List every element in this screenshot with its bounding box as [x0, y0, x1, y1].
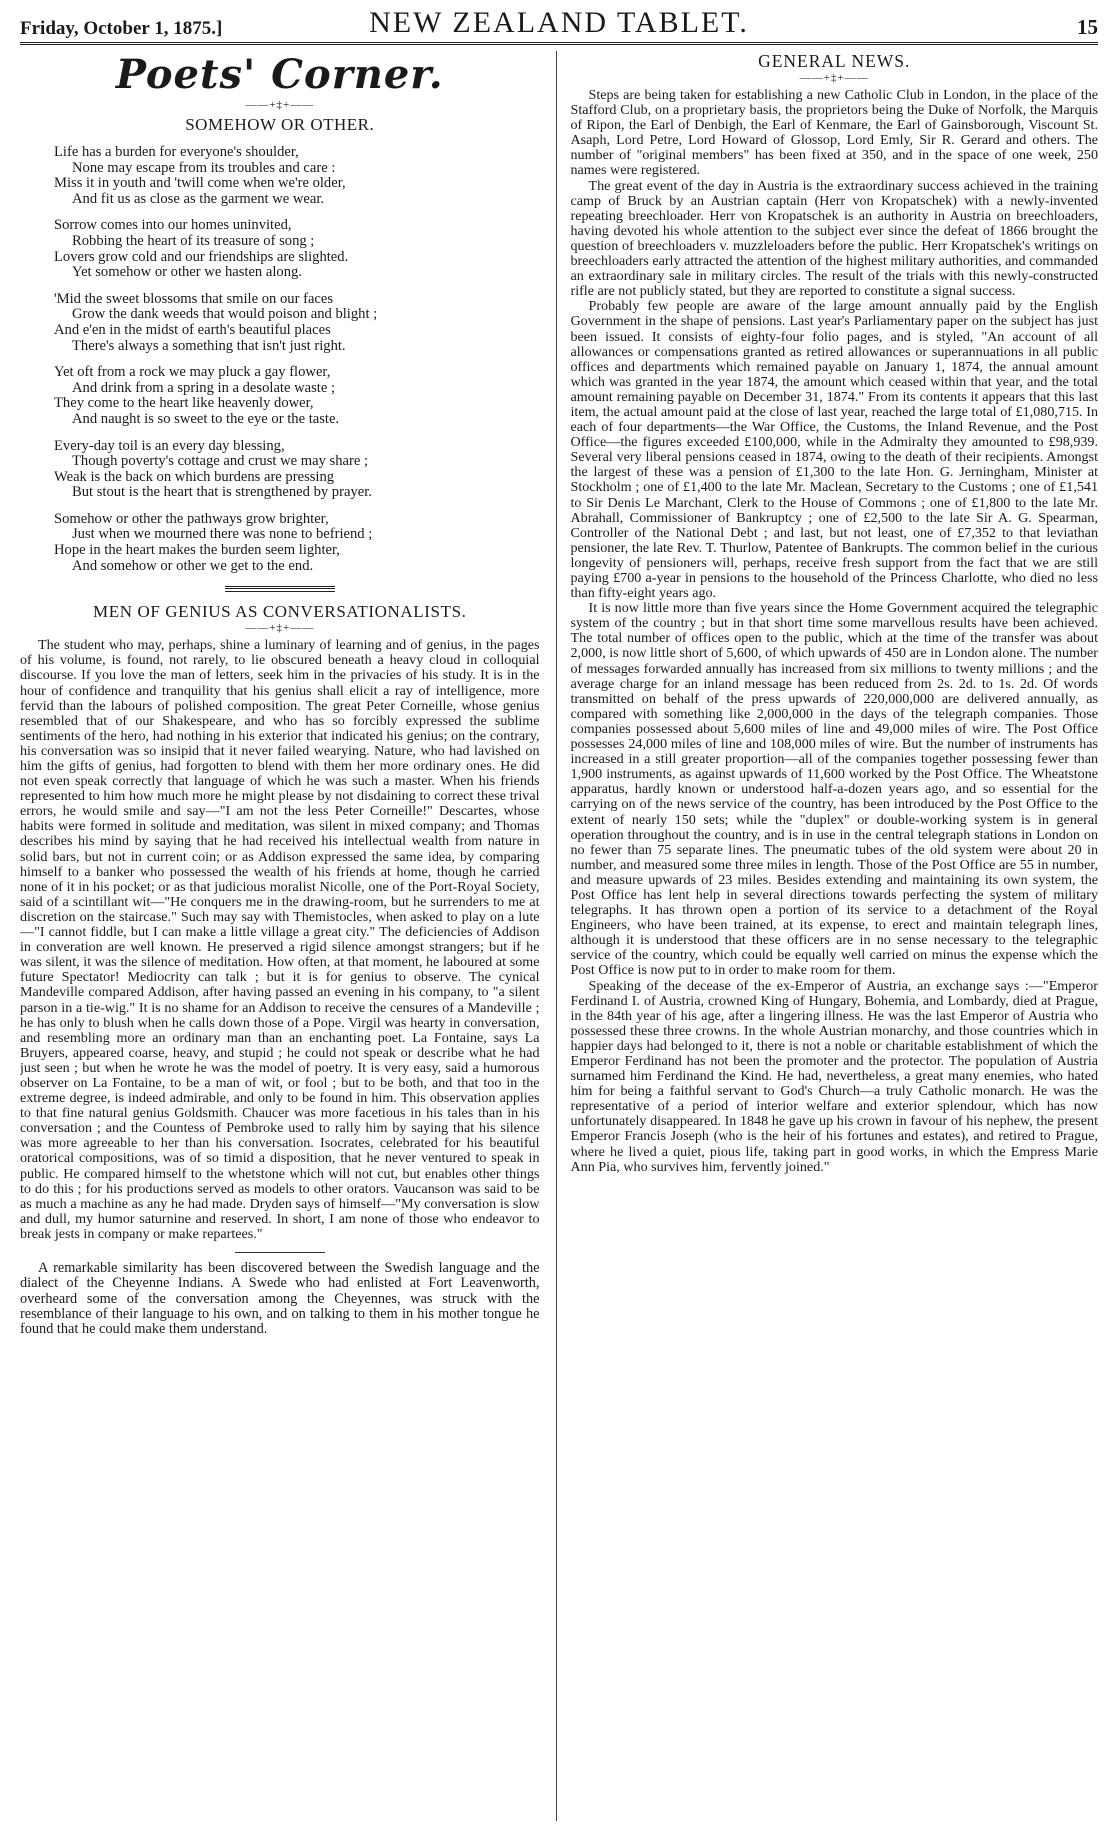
- news-paragraph: Speaking of the decease of the ex-Emperor of Austria, an exchange says :—"Emperor Ferdinand I. of Austria, crowned King of Hungary, Bohemia, and Lombardy, died at Prague, in the 84th year of his age, after a lingering illness. He was the last Emperor of Austria who possessed these three crowns. In the whole Austrian monarchy, and those countries which in happier days had belonged to it, there is not a noble or charitable establishment of which the Emperor Ferdinand has not been the promoter and the protector. The population of Austria surnamed him Ferdinand the Kind. He had, nevertheless, a great many enemies, who hated him for being a faithful servant to God's Church—a truly Catholic monarch. He was the representative of a period of interior welfare and exterior splendour, which has now unfortunately disappeared. In 1848 he gave up his crown in favour of his nephew, the present Emperor Francis Joseph (who is the heir of his fortunes and estates), and retired to Prague, where he lived a quiet, pious life, taking part in good works, in which the Empress Marie Ann Pia, who survives him, fervently joined.": [570, 977, 1098, 1175]
- poem-stanza: [54, 439, 540, 501]
- poem-line: They come to the heart like heavenly dower,: [54, 395, 314, 412]
- poem-line: Though poverty's cottage and crust we may share ;: [72, 453, 369, 470]
- issue-date: Friday, October 1, 1875.]: [20, 18, 223, 39]
- news-paragraph: It is now little more than five years since the Home Government acquired the telegraphic system of the country ; but in that short time some marvellous results have been achieved. The total number of offices open to the public, which at the time of the transfer was about 2,000, is now little short of 5,600, of which upwards of 450 are in London alone. The number of messages forwarded annually has increased from six millions to twenty millions ; and the average charge for an inland message has been reduced from 2s. 2d. to 1s. 2d. Of words transmitted on behalf of the press upwards of 220,000,000 are delivered annually, as compared with something like 2,000,000 in the days of the telegraph companies. Those companies possessed about 5,600 miles of line and 49,000 miles of wire. The Post Office possesses 24,000 miles of line and 108,000 miles of wire. But the number of instruments has increased in a still greater proportion—all of the companies together possessing fewer than 1,900 instruments, as against upwards of 11,600 worked by the Post Office. The Wheatstone apparatus, hardly known or understood half-a-dozen years ago, and so essential for the carrying on of the news service of the country, has been introduced by the Post Office to the extent of nearly 150 sets; while the "duplex" or double-working system is in general operation throughout the country, and is in use in the central telegraph stations in London on no fewer than 75 separate lines. The pneumatic tubes of the old system were about 20 in number, and measured some three miles in length. Those of the Post Office are 55 in number, and measure upwards of 23 miles. Besides extending and maintaining its own system, the Post Office has lent help in several directions towards perfecting the system of military telegraphs. It has thrown open a portion of its service to a detachment of the Royal Engineers, who have been trained, at its expense, to erect and maintain telegraph lines, although it is understood that these officers are in no sense necessary to the telegraphic service of the country, which could be equally well carried on minus the expense which the Post Office is now put to in order to make room for them.: [570, 600, 1098, 979]
- ornament-divider: ——+‡+——: [245, 622, 315, 635]
- poem-line: Hope in the heart makes the burden seem lighter,: [54, 542, 340, 559]
- newspaper-title: NEW ZEALAND TABLET.: [369, 6, 749, 39]
- poets-corner-heading: Poets' Corner.: [115, 51, 444, 98]
- poem-line: Yet somehow or other we hasten along.: [72, 264, 302, 281]
- poem-line: Lovers grow cold and our friendships are slighted.: [54, 248, 349, 265]
- poem-line: And somehow or other we get to the end.: [72, 557, 314, 574]
- poem-line: Every-day toil is an every day blessing,: [54, 437, 285, 454]
- poem-stanza: [54, 512, 540, 574]
- news-paragraph: Probably few people are aware of the large amount annually paid by the English Government in the shape of pensions. Last year's Parliamentary paper on the subject has just been issued. It consists of eighty-four folio pages, and is styled, "An account of all allowances or compensations granted as retired allowances or superannuations in all public offices and departments which remained payable on January 1, 1874, the annual amount which was granted in the year 1874, the amount which ceased within that year, and the total amount remaining payable on December 31, 1874." From its contents it appears that this last item, the actual amount paid at the close of last year, reached the large total of £1,080,715. In each of four departments—the War Office, the Customs, the Inland Revenue, and the Post Office—the figures exceeded £100,000, while in the Admiralty they amounted to £98,939. Several very liberal pensions ceased in 1874, owing to the death of their recipients. Amongst the largest of these was a pension of £1,300 to the late Hon. G. Jerningham, Minister at Stockholm ; one of £1,400 to the late Mr. Maclean, Secretary to the Customs ; one of £1,541 to Sir Denis Le Marchant, Clerk to the House of Commons ; one of £1,800 to the late Mr. Abrahall, Commissioner of Bankruptcy ; one of £2,500 to the late Sir A. G. Spearman, Controller of the National Debt ; and last, but not least, one of £7,352 to that leviathan pensioner, the late Rev. T. Thurlow, Patentee of Bankrupts. The common belief in the curious longevity of pensioners will, perhaps, receive fresh support from the fact that we are still paying £700 a-year in pensions to the household of the Princess Charlotte, who died no less than fifty-eight years ago.: [570, 298, 1098, 602]
- article-heading: MEN OF GENIUS AS CONVERSATIONALISTS.: [93, 602, 467, 622]
- article-body: The student who may, perhaps, shine a luminary of learning and of genius, in the pages of his volume, is found, not rarely, to lie obscured beneath a heavy cloud in colloquial discourse. If you love the man of letters, seek him in the privacies of his study. It is in the hour of confidence and tranquility that his genius shall elicit a ray of intelligence, more fervid than the labours of polished composition. The great Peter Corneille, whose genius resembled that of our Shakespeare, and who has so forcibly expressed the sublime sentiments of the hero, had nothing in his exterior that indicated his genius; on the contrary, his conversation was so insipid that it never failed wearying. Nature, who had lavished on him the gifts of genius, had forgotten to blend with them her more ordinary ones. He did not even speak correctly that language of which he was such a master. When his friends represented to him how much more he might please by not disdaining to correct these trival errors, he would smile and say—"I am not the less Peter Corneille!" Descartes, whose habits were formed in solitude and meditation, was silent in mixed company; and Thomas describes his mind by saying that he had received his intellectual wealth from nature in solid bars, but not in current coin; or as Addison expressed the same idea, by comparing himself to a banker who possessed the wealth of his friends at home, though he carried none of it in his pocket; or as that judicious moralist Nicolle, one of the Port-Royal Society, said of a scintillant wit—"He conquers me in the drawing-room, but he surrenders to me at discretion on the staircase." Such may say with Themistocles, when asked to play on a lute—"I cannot fiddle, but I can make a little village a great city." The deficiencies of Addison in converation are well known. He preserved a rigid silence amongst strangers; but if he was silent, it was the silence of meditation. How often, at that moment, he laboured at some future Spectator! Mediocrity can talk ; but it is for genius to observe. The cynical Mandeville compared Addison, after having passed an evening in his company, to "a silent parson in a tie-wig." It is no shame for an Addison to receive the censures of a Mandeville ; he has only to blush when he calls down those of a Pope. Virgil was hearty in conversation, and resembling more an ordinary man than an enchanting poet. La Fontaine, says La Bruyers, appeared coarse, heavy, and stupid ; he could not speak or describe what he had just seen ; but when he wrote he was the model of poetry. It is very easy, said a humorous observer on La Fontaine, to be a man of wit, or fool ; but to be both, and that too in the extreme degree, is indeed admirable, and only to be found in him. This observation applies to that fine natural genius Goldsmith. Chaucer was more facetious in his tales than in his conversation ; and the Countess of Pembroke used to rally him by saying that his silence was more agreeable to her than his conversation. Isocrates, celebrated for his beautiful oratorical compositions, was of so timid a disposition, that he never ventured to speak in public. He compared himself to the whetstone which will not cut, but enables other things to do this ; for his productions served as models to other orators. Vaucanson was said to be as much a machine as any he had made. Dryden says of himself—"My conversation is slow and dull, my humor saturnine and reserved. In short, I am none of those who endeavor to break jests in company or make repartees.": [20, 637, 540, 1242]
- poem-line: And fit us as close as the garment we wear.: [72, 190, 325, 207]
- columns: [20, 51, 1098, 1821]
- poem-line: And naught is so sweet to the eye or the taste.: [72, 410, 340, 427]
- poem-line: There's always a something that isn't just right.: [72, 337, 346, 354]
- poem-line: Miss it in youth and 'twill come when we're older,: [54, 175, 346, 192]
- poem-line: None may escape from its troubles and care :: [72, 159, 336, 176]
- column-rule: [556, 51, 557, 1821]
- poem-line: Sorrow comes into our homes uninvited,: [54, 217, 292, 234]
- news-paragraph: Steps are being taken for establishing a new Catholic Club in London, in the place of the Stafford Club, on a proprietary basis, the proprietors being the Duke of Norfolk, the Marquis of Ripon, the Earl of Denbigh, the Earl of Kenmare, the Earl of Gainsborough, Viscount St. Asaph, Lord Petre, Lord Howard of Glossop, Lord Emly, Sir R. Gerard and others. The number of "original members" has been fixed at 350, and in the space of one week, 250 names were registered.: [570, 87, 1098, 179]
- poem-line: Robbing the heart of its treasure of song ;: [72, 232, 315, 249]
- right-column: [563, 51, 1099, 1821]
- poem-stanza: [54, 218, 540, 280]
- poem-line: 'Mid the sweet blossoms that smile on our faces: [54, 290, 334, 307]
- poem-line: Life has a burden for everyone's shoulder,: [54, 144, 299, 160]
- poem-stanza: [54, 292, 540, 354]
- poem-line: Weak is the back on which burdens are pressing: [54, 468, 335, 485]
- poem-line: Just when we mourned there was none to befriend ;: [72, 526, 373, 543]
- poem-line: But stout is the heart that is strengthened by prayer.: [72, 484, 372, 501]
- poem-line: Somehow or other the pathways grow brighter,: [54, 510, 329, 527]
- section-divider: [235, 1252, 325, 1253]
- news-paragraph: The great event of the day in Austria is the extraordinary success achieved in the training camp of Bruck by an Austrian captain (Herr von Kropatschek) with a newly-invented repeating breechloader. Herr von Kropatschek is an authority in Austria on breechloaders, having devoted his whole attention to the subject ever since the defeat of 1866 brought the question of breechloaders v. muzzleloaders before the public. Herr Kropatschek's writings on breechloaders early attracted the attention of the highest military authorities, and commanded an extraordinary sale in military circles. The result of the trials with this newly-constructed rifle are not publicly stated, but they are reported to constitute a signal success.: [570, 177, 1098, 300]
- general-news-heading: GENERAL NEWS.: [758, 51, 911, 71]
- ornament-divider: ——+‡+——: [245, 99, 315, 111]
- news-note: A remarkable similarity has been discovered between the Swedish language and the dialect of the Cheyenne Indians. A Swede who had enlisted at Fort Leavenworth, overheard some of the conversation among the Cheyennes, was struck with the resemblance of their language to his own, and on talking to them in his mother tongue he found that he could make them understand.: [20, 1260, 540, 1338]
- poem-line: And e'en in the midst of earth's beautiful places: [54, 321, 331, 338]
- ornament-divider: ——+‡+——: [799, 72, 869, 84]
- poem: [20, 145, 540, 574]
- masthead: [20, 6, 1098, 45]
- poem-line: And drink from a spring in a desolate waste ;: [72, 379, 336, 396]
- poem-title: SOMEHOW OR OTHER.: [185, 115, 375, 134]
- poem-line: Yet oft from a rock we may pluck a gay flower,: [54, 364, 331, 381]
- left-column: [20, 51, 550, 1821]
- page-number: 15: [1077, 15, 1098, 39]
- poem-stanza: [54, 365, 540, 427]
- poem-line: Grow the dank weeds that would poison and blight ;: [72, 306, 378, 323]
- poem-stanza: [54, 145, 540, 207]
- section-divider: [225, 586, 335, 592]
